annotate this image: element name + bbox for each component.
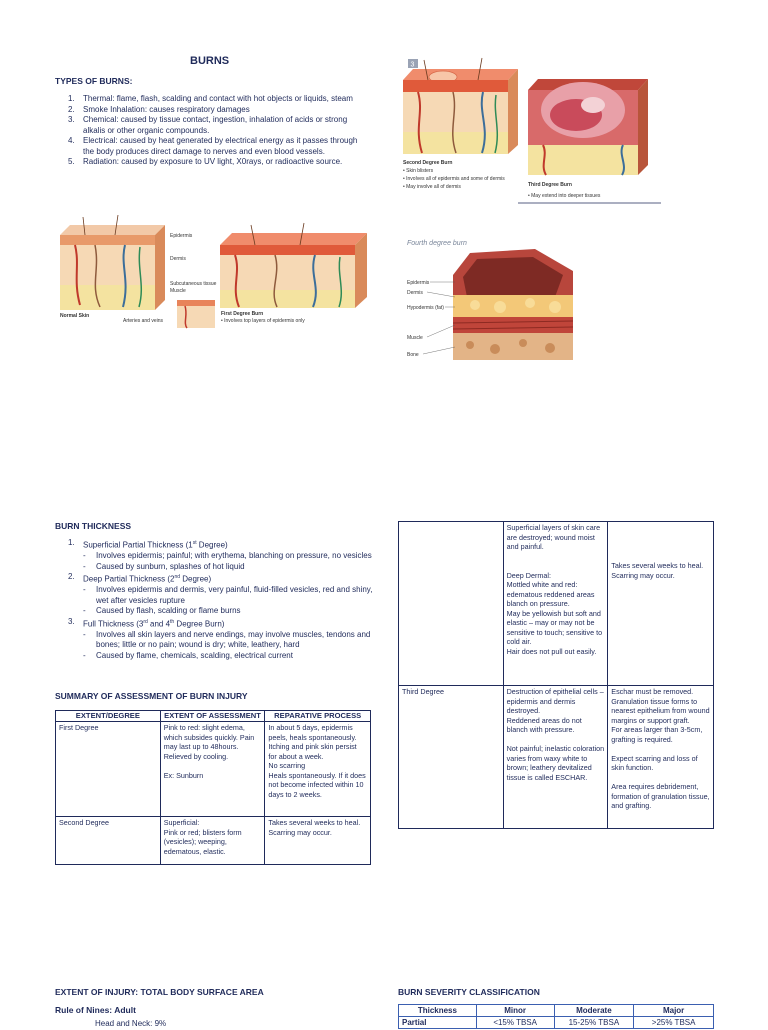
second-degree-label: Second Degree Burn bbox=[403, 160, 453, 166]
header-extent: EXTENT/DEGREE bbox=[56, 711, 161, 722]
dermis-small-label: Dermis bbox=[170, 256, 186, 262]
severity-header-row: Thickness Minor Moderate Major bbox=[399, 1005, 714, 1017]
table-row: First Degree Pink to red: slight edema, which subsides quickly. Pain may last up to 48hours. Relieved by cooling. Ex: Sunburn In about 5 days, epidermis peels, heals spontaneously. Itching and pink skin persist for about a week. No scarring Heals spontaneously. If it does not become infected within 10 days to 2 weeks. bbox=[56, 722, 371, 817]
muscle-small-label: Muscle bbox=[170, 288, 186, 294]
normal-and-first-degree-figure bbox=[55, 215, 375, 330]
rule-of-nines-heading: Rule of Nines: Adult bbox=[55, 1005, 136, 1015]
table-row: Second Degree Superficial: Pink or red; blisters form (vesicles); weeping, edematous, elastic. Takes several weeks to heal. Scarring may occur. bbox=[56, 817, 371, 865]
fourth-degree-figure bbox=[405, 235, 585, 365]
second-note-1: • Skin blisters bbox=[403, 168, 434, 174]
figure-badge: 3 bbox=[410, 61, 415, 69]
epidermis-small-label: Epidermis bbox=[170, 233, 193, 239]
types-heading: TYPES OF BURNS: bbox=[55, 76, 133, 86]
burn-thickness-heading: BURN THICKNESS bbox=[55, 521, 132, 531]
fourth-label-dermis: Dermis bbox=[407, 290, 423, 296]
fourth-label-epidermis: Epidermis bbox=[407, 280, 430, 286]
thickness-item: 2. Deep Partial Thickness (2nd Degree) bbox=[68, 572, 212, 584]
subcut-label: Subcutaneous tissue bbox=[170, 281, 217, 287]
table-row: Superficial layers of skin care are destroyed; wound moist and painful. Deep Dermal: Mottled white and red: edematous reddened areas blanch on pressure. May be yellowish but soft and elastic – may or may not be sensitive to touch; sensitive to cold air. Hair does not pull out easily. Takes several weeks to heal. Scarring may occur. bbox=[399, 522, 714, 686]
table-header-row bbox=[56, 711, 371, 722]
thickness-item: 1. Superficial Partial Thickness (1st Degree) bbox=[68, 538, 228, 550]
fourth-label-hypodermis: Hypodermis (fat) bbox=[407, 305, 444, 311]
second-third-degree-figure bbox=[398, 55, 663, 205]
table-row: Third Degree Destruction of epithelial cells – epidermis and dermis destroyed. Reddened areas do not blanch with pressure. Not painful; inelastic coloration varies from waxy white to brown; leathery devitalized tissue is called ESCHAR. Eschar must be removed. Granulation tissue forms to nearest epithelium from wound margins or support graft. For areas larger than 3-5cm, grafting is required. Expect scarring and loss of skin function. Area requires debridement, formation of granulation tissue, and grafting. bbox=[399, 686, 714, 829]
types-item: 3. Chemical: caused by tissue contact, ingestion, inhalation of acids or strong alkalis or other organic compounds. bbox=[68, 115, 348, 135]
third-degree-note: • May extend into deeper tissues bbox=[528, 193, 601, 199]
header-process: REPARATIVE PROCESS bbox=[265, 711, 371, 722]
fourth-degree-label: Fourth degree burn bbox=[407, 240, 467, 247]
severity-table bbox=[398, 1004, 714, 1029]
types-item: 5. Radiation: caused by exposure to UV light, X0rays, or radioactive source. bbox=[68, 157, 343, 166]
first-degree-note: • Involves top layers of epidermis only bbox=[221, 318, 305, 324]
types-list bbox=[55, 94, 370, 168]
fourth-label-bone: Bone bbox=[407, 352, 419, 358]
page-title: BURNS bbox=[190, 55, 230, 67]
severity-heading: BURN SEVERITY CLASSIFICATION bbox=[398, 987, 540, 997]
burn-thickness-list: 1. Superficial Partial Thickness (1st Degree) - Involves epidermis; painful; with erythema, blanching on pressure, no vesicles - Caused by sunburn, splashes of hot liquid 2. Deep Partial Thickness (2nd Degree) - Involves epidermis and dermis, very painful, fluid-filled vesicles, red and shiny, wet after vesicles rupture - Caused by flash, scalding or flame burns 3. Full Thickness (3rd and 4th Degree Burn) - Involves all skin layers and nerve endings, may involve muscles, tendons and bones; little or no pain; wound is dry; white, leathery, hard - Caused by flame, chemicals, scalding, electrical current bbox=[55, 538, 375, 661]
first-degree-label: First Degree Burn bbox=[221, 311, 264, 317]
thickness-item: 3. Full Thickness (3rd and 4th Degree Burn) bbox=[68, 616, 225, 629]
summary-heading: SUMMARY OF ASSESSMENT OF BURN INJURY bbox=[55, 691, 248, 701]
types-item: 1. Thermal: flame, flash, scalding and contact with hot objects or liquids, steam bbox=[68, 94, 353, 103]
assessment-table bbox=[55, 710, 371, 865]
second-note-3: • May involve all of dermis bbox=[403, 184, 461, 190]
normal-skin-label: Normal Skin bbox=[60, 313, 90, 319]
arteries-label: Arteries and veins bbox=[123, 318, 164, 324]
types-item: 2. Smoke Inhalation: causes respiratory damages bbox=[68, 104, 250, 114]
fourth-label-muscle: Muscle bbox=[407, 335, 423, 341]
types-item: 4. Electrical: caused by heat generated by electrical energy as it passes through the body produces direct damage to nerves and even blood vessels. bbox=[68, 136, 358, 156]
assessment-table-continued bbox=[398, 521, 714, 829]
third-degree-label: Third Degree Burn bbox=[528, 182, 572, 188]
extent-heading: EXTENT OF INJURY: TOTAL BODY SURFACE AREA bbox=[55, 987, 264, 997]
second-note-2: • Involves all of epidermis and some of dermis bbox=[403, 176, 505, 182]
partial-line: Head and Neck: 9% bbox=[95, 1019, 167, 1028]
severity-row: Partial <15% TBSA 15-25% TBSA >25% TBSA bbox=[399, 1017, 714, 1029]
header-assessment: EXTENT OF ASSESSMENT bbox=[160, 711, 265, 722]
